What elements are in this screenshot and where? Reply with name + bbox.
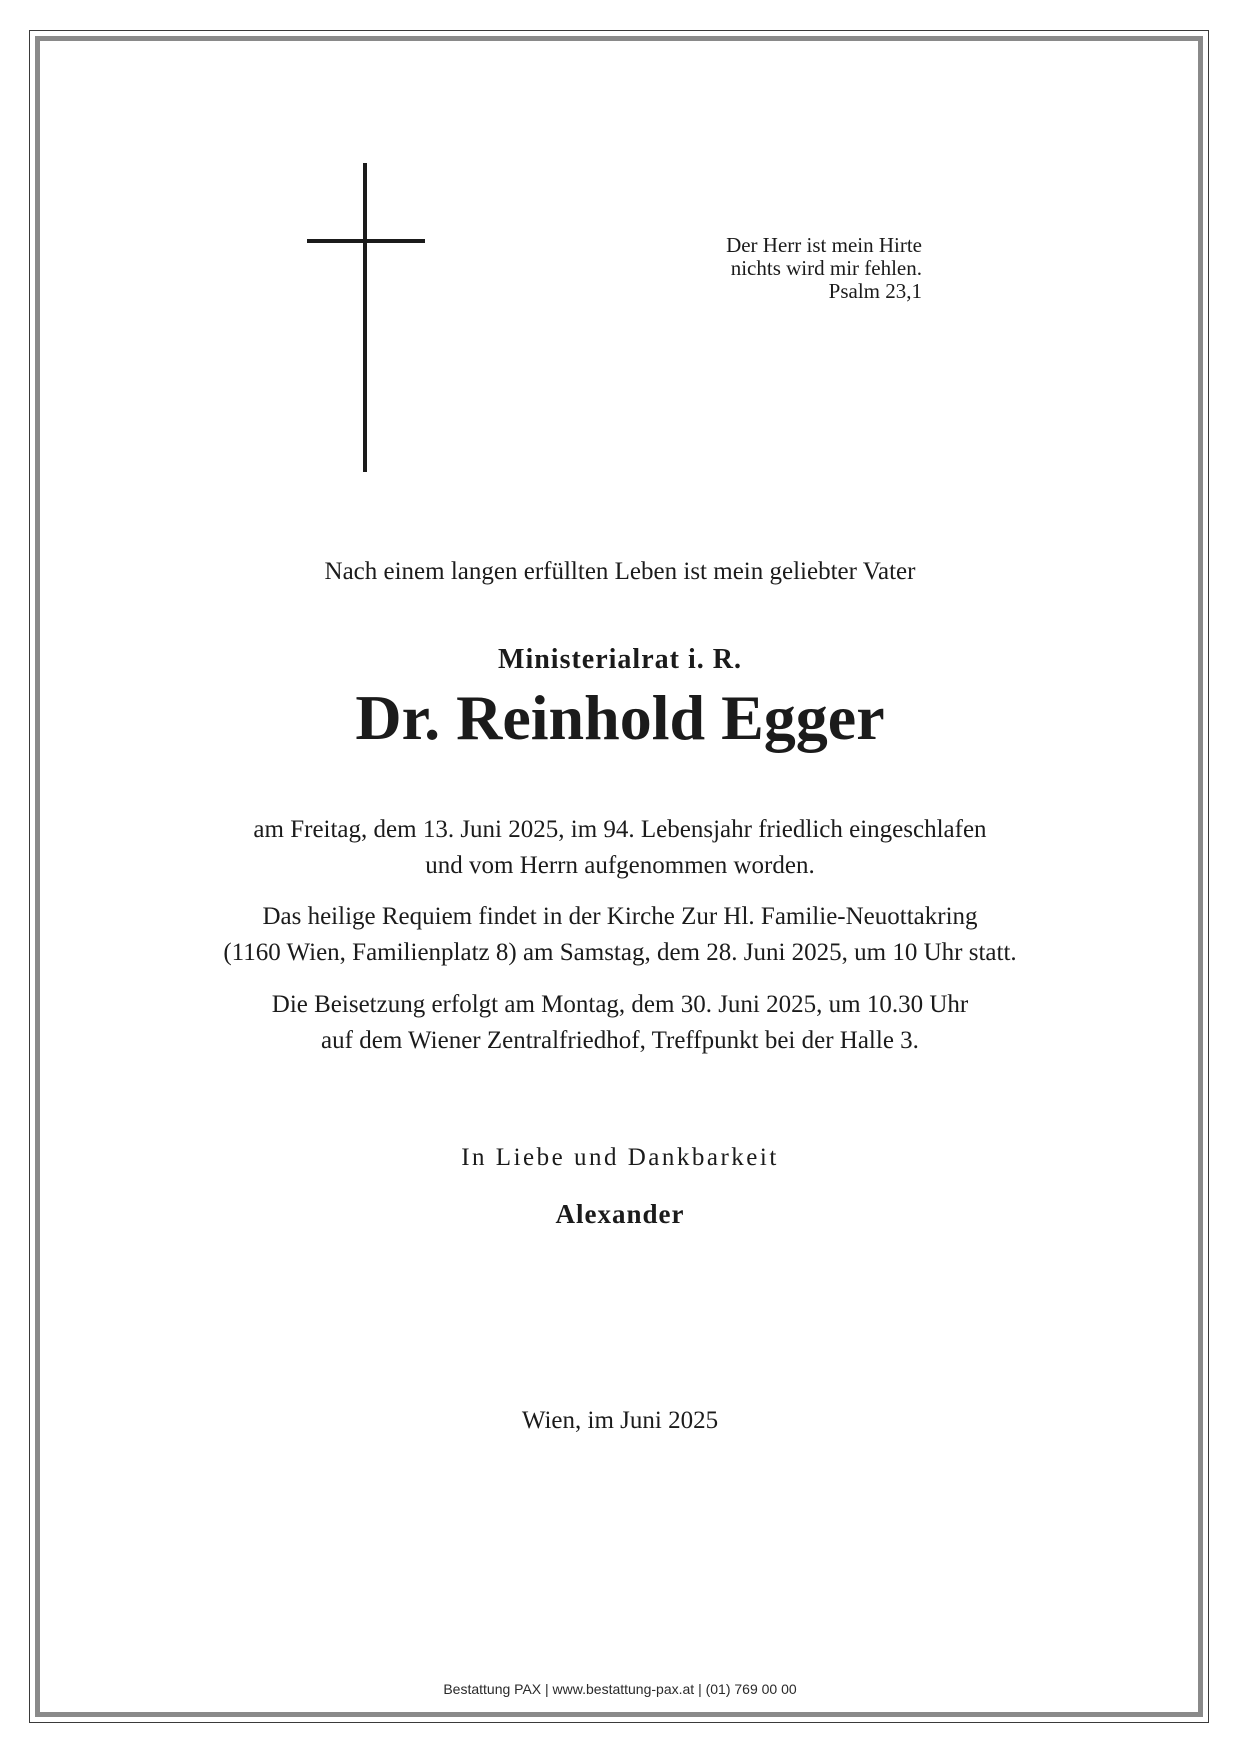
requiem-line: Das heilige Requiem findet in der Kirche Zur Hl. Familie-Neuottakring <box>262 903 978 930</box>
funeral-home-footer: Bestattung PAX | www.bestattung-pax.at | (01) 769 00 00 <box>443 1681 797 1697</box>
requiem-paragraph <box>40 899 1200 971</box>
intro-line: Nach einem langen erfüllten Leben ist mein geliebter Vater <box>324 558 916 585</box>
passing-line: und vom Herrn aufgenommen worden. <box>425 852 815 879</box>
deceased-name: Dr. Reinhold Egger <box>355 682 885 753</box>
cross-vertical-bar <box>363 163 367 472</box>
passing-paragraph <box>40 812 1200 884</box>
burial-paragraph <box>40 987 1200 1059</box>
psalm-line: nichts wird mir fehlen. <box>730 256 922 280</box>
mourner-name: Alexander <box>555 1199 685 1229</box>
psalm-line: Der Herr ist mein Hirte <box>726 233 922 257</box>
requiem-line: (1160 Wien, Familienplatz 8) am Samstag, dem 28. Juni 2025, um 10 Uhr statt. <box>223 939 1017 966</box>
psalm-attribution: Psalm 23,1 <box>828 279 922 303</box>
closing-line: In Liebe und Dankbarkeit <box>461 1144 779 1171</box>
cross-horizontal-bar <box>307 239 425 243</box>
psalm-quote <box>726 234 922 303</box>
place-and-date: Wien, im Juni 2025 <box>521 1407 719 1434</box>
latin-cross-icon <box>307 163 425 472</box>
burial-line: auf dem Wiener Zentralfriedhof, Treffpunkt bei der Halle 3. <box>321 1027 919 1054</box>
passing-line: am Freitag, dem 13. Juni 2025, im 94. Lebensjahr friedlich eingeschlafen <box>253 816 987 843</box>
burial-line: Die Beisetzung erfolgt am Montag, dem 30. Juni 2025, um 10.30 Uhr <box>271 991 969 1018</box>
deceased-title: Ministerialrat i. R. <box>498 644 742 675</box>
